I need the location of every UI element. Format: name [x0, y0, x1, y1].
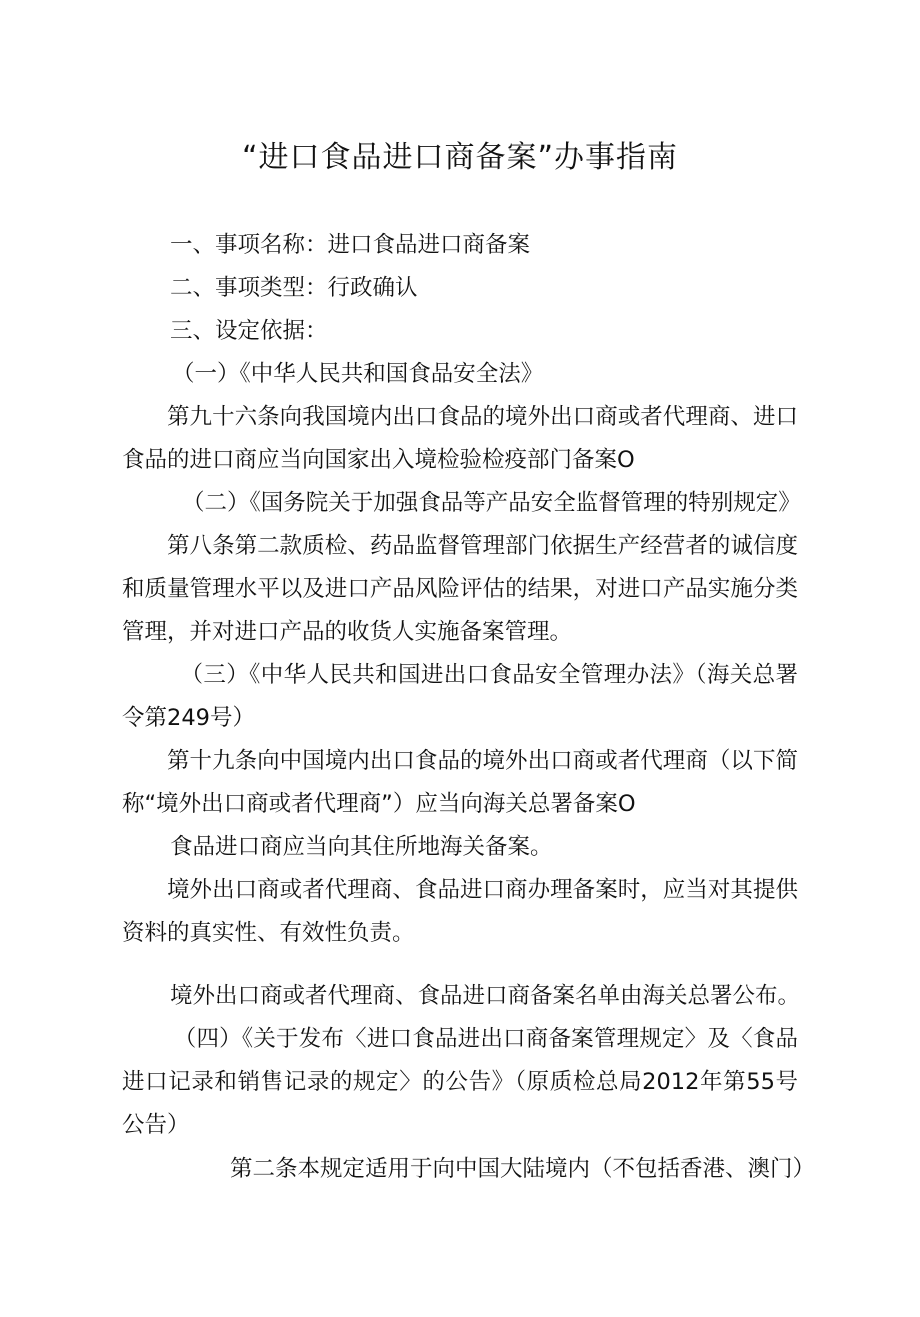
basis-4-heading: （四）《关于发布〈进口食品进出口商备案管理规定〉及〈食品进口记录和销售记录的规定〉的公告》（原质检总局2012年第55号公告）: [122, 1026, 798, 1138]
basis-3-text-1: 第十九条向中国境内出口食品的境外出口商或者代理商（以下简称“境外出口商或者代理商”）应当向海关总署备案O: [122, 748, 798, 817]
basis-1-text: 第九十六条向我国境内出口食品的境外出口商或者代理商、进口食品的进口商应当向国家出入境检验检疫部门备案O: [122, 404, 798, 473]
basis-3-heading: （三）《中华人民共和国进出口食品安全管理办法》（海关总署令第249号）: [122, 662, 798, 731]
basis-3-text-2: 食品进口商应当向其住所地海关备案。: [170, 834, 553, 860]
basis-3-text-4: 境外出口商或者代理商、食品进口商备案名单由海关总署公布。: [170, 983, 801, 1009]
item-type-line: 二、事项类型：行政确认: [170, 275, 418, 301]
basis-3-text-3: 境外出口商或者代理商、食品进口商办理备案时，应当对其提供资料的真实性、有效性负责。: [122, 877, 798, 946]
basis-4-text: 第二条本规定适用于向中国大陆境内（不包括香港、澳门）: [230, 1156, 816, 1182]
item-basis-line: 三、设定依据：: [170, 318, 328, 344]
basis-2-text: 第八条第二款质检、药品监督管理部门依据生产经营者的诚信度和质量管理水平以及进口产品风险评估的结果，对进口产品实施分类管理，并对进口产品的收货人实施备案管理。: [122, 533, 798, 645]
basis-1-heading: （一）《中华人民共和国食品安全法》: [172, 361, 544, 387]
basis-2-heading: （二）《国务院关于加强食品等产品安全监督管理的特别规定》: [182, 490, 801, 516]
document-title: “进口食品进口商备案”办事指南: [241, 140, 679, 175]
item-name-line: 一、事项名称：进口食品进口商备案: [170, 232, 531, 258]
